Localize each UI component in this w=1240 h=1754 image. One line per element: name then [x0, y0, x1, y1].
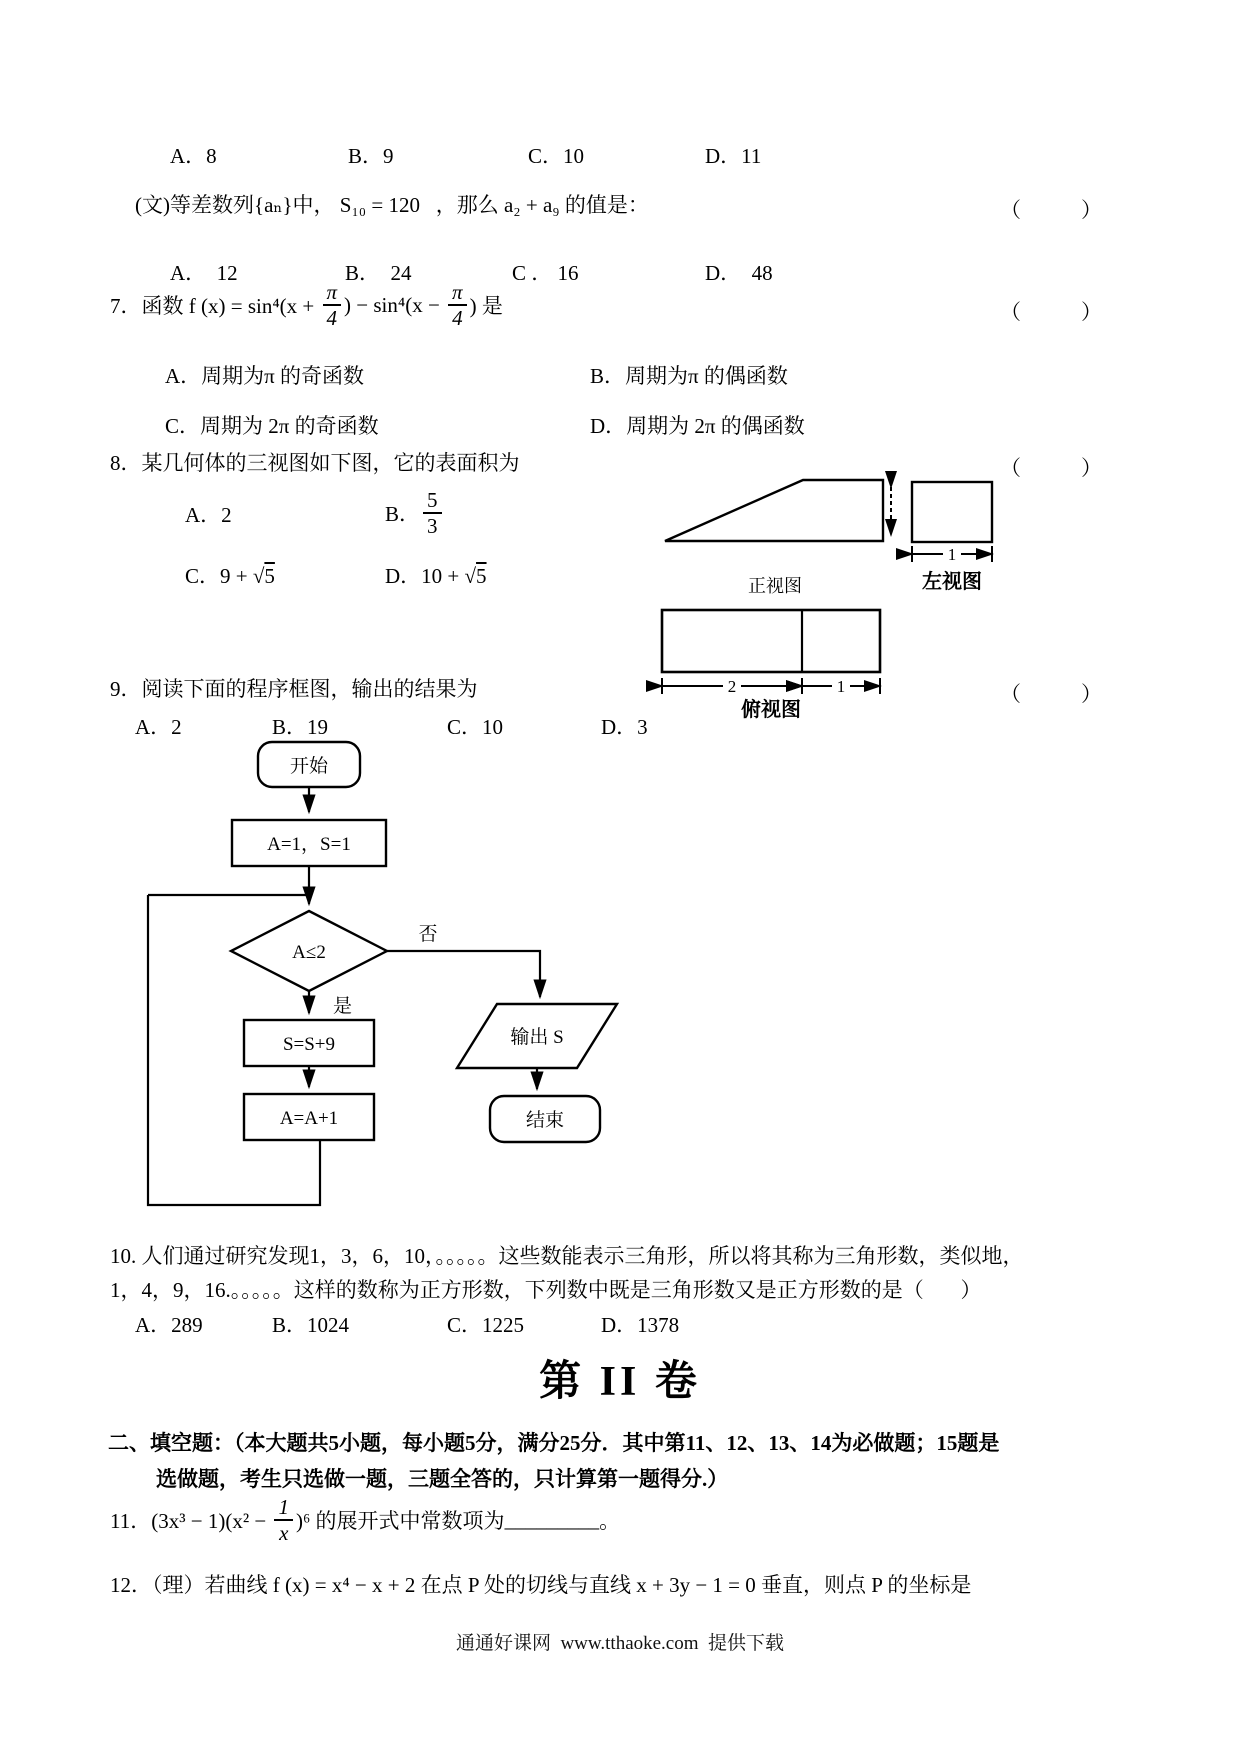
q11-fraction: $\frac{1}{x}$	[274, 1496, 293, 1544]
side-view-label: 左视图	[922, 571, 982, 593]
q8-stem: 8．某几何体的三视图如下图，它的表面积为	[110, 451, 520, 475]
q11-stem-post: )⁶ 的展开式中常数项为	[295, 1509, 505, 1533]
front-view-outline	[665, 480, 883, 541]
q11-stem-pre: 11．(3x³ − 1)(x² −	[110, 1509, 272, 1533]
q10-option-d: D．1378	[601, 1313, 680, 1337]
flowchart-init-label: A=1，S=1	[267, 834, 351, 855]
flowchart-condition-label: A≤2	[292, 942, 326, 963]
q7-stem	[110, 276, 503, 334]
q6-wen-option-d: D． 48	[705, 261, 773, 285]
flowchart-yes-label: 是	[333, 996, 353, 1017]
q7-stem-pre: 7．函数 f (x) = sin⁴(x +	[110, 294, 320, 318]
q8-option-c-radicand: 5	[264, 564, 275, 588]
q7-option-c: C．周期为 2π 的奇函数	[165, 414, 379, 438]
flowchart-add-label: S=S+9	[282, 1034, 336, 1055]
flowchart-no-label: 否	[418, 924, 438, 945]
q7-fraction-1: $\frac{\pi}{4}$	[323, 281, 342, 329]
q6-wen-option-c: C ． 16	[512, 261, 579, 285]
q11-answer-blank: _________	[504, 1507, 600, 1532]
q8-option-c: C．9 + √5	[185, 564, 275, 588]
q6-li-option-d: D．11	[705, 144, 762, 168]
q6-li-option-b: B．9	[348, 144, 394, 168]
q7-answer-paren: （ ）	[1000, 300, 1104, 324]
flowchart-output-label: 输出 S	[510, 1027, 564, 1048]
q8-option-a: A．2	[185, 503, 232, 527]
q6-wen-answer-paren: （ ）	[1000, 198, 1104, 222]
side-view-width-value: 1	[947, 545, 957, 564]
q10-option-a: A．289	[135, 1313, 203, 1337]
q12-stem: 12．（理）若曲线 f (x) = x⁴ − x + 2 在点 P 处的切线与直线 x + 3y − 1 = 0 垂直，则点 P 的坐标是	[110, 1573, 972, 1597]
part2-instructions-line1: 二、填空题：（本大题共5小题，每小题5分，满分25分．其中第11、12、13、14为必做题；15题是	[108, 1431, 1000, 1455]
q10-option-c: C．1225	[447, 1313, 525, 1337]
q8-option-b: B． $\frac{5}{3}$	[385, 486, 445, 540]
flowchart-no-branch-line	[387, 951, 540, 997]
q9-stem: 9．阅读下面的程序框图，输出的结果为	[110, 677, 478, 701]
q8-answer-paren: （ ）	[1000, 456, 1104, 480]
part2-instructions-line2: 选做题，考生只选做一题，三题全答的，只计算第一题得分.）	[156, 1467, 729, 1491]
top-view-right-width-value: 1	[836, 677, 846, 696]
three-view-diagram	[600, 460, 1040, 740]
flowchart-inc-label: A=A+1	[279, 1108, 339, 1129]
q6-wen-option-a: A． 12	[170, 261, 238, 285]
q9-answer-paren: （ ）	[1000, 682, 1104, 706]
q9-option-d: D．3	[601, 715, 648, 739]
q6-wen-option-b: B． 24	[345, 261, 412, 285]
q6-wen-stem: (文)等差数列{aₙ}中， S₁₀ = 120 ，那么 a₂ + a₉ 的值是：	[135, 193, 649, 217]
flowchart-end-label: 结束	[525, 1110, 565, 1131]
top-view-left-width-value: 2	[727, 677, 737, 696]
top-view-outline	[662, 610, 880, 672]
q6-li-option-c: C．10	[528, 144, 585, 168]
q8-option-b-fraction: $\frac{5}{3}$	[423, 489, 442, 537]
part2-title: 第 II 卷	[539, 1359, 701, 1405]
front-view-label: 正视图	[748, 576, 802, 596]
q8-option-d: D．10 + √5	[385, 564, 487, 588]
top-view-label: 俯视图	[741, 699, 801, 721]
q7-stem-mid: ) − sin⁴(x −	[344, 292, 446, 317]
page-footer: 通通好课网 www.tthaoke.com 提供下载	[455, 1633, 785, 1654]
q7-stem-post: ) 是	[469, 294, 503, 318]
q11-stem-end: 。	[599, 1509, 621, 1533]
q9-option-a: A．2	[135, 715, 182, 739]
flowchart-start-label: 开始	[289, 756, 329, 777]
q11-stem	[110, 1492, 620, 1548]
q7-fraction-2: $\frac{\pi}{4}$	[448, 281, 467, 329]
q9-option-c: C．10	[447, 715, 504, 739]
q10-stem-line1: 10. 人们通过研究发现1，3，6，10，。。。。。这些数能表示三角形，所以将其称为三角形数，类似地，	[110, 1244, 1024, 1268]
flowchart	[130, 735, 640, 1220]
q8-option-d-radicand: 5	[476, 564, 487, 588]
q10-option-b: B．1024	[272, 1313, 350, 1337]
side-view-outline	[912, 482, 992, 542]
q7-option-d: D．周期为 2π 的偶函数	[590, 414, 805, 438]
q9-option-b: B．19	[272, 715, 329, 739]
q7-option-a: A．周期为π 的奇函数	[165, 364, 365, 388]
q7-option-b: B．周期为π 的偶函数	[590, 364, 788, 388]
q10-stem-line2: 1，4，9，16.。。。。。这样的数称为正方形数，下列数中既是三角形数又是正方形数的是（ ）	[110, 1278, 982, 1302]
q6-li-option-a: A．8	[170, 144, 217, 168]
